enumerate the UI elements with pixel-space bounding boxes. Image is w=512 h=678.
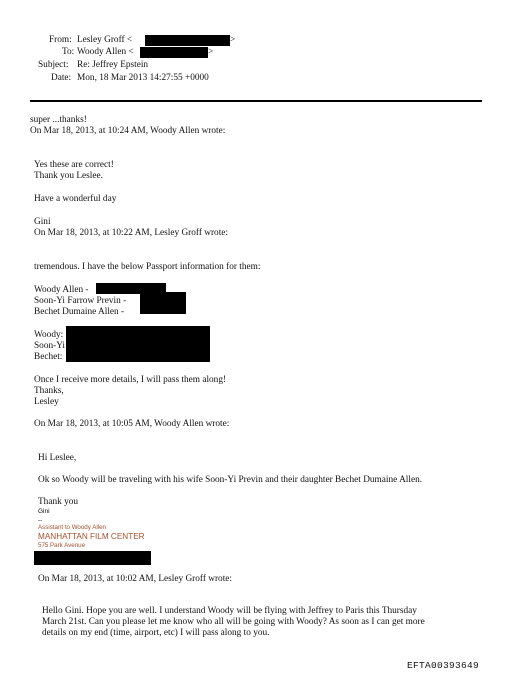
- date-value: Mon, 18 Mar 2013 14:27:55 +0000: [77, 73, 209, 83]
- body-line: Ok so Woody will be traveling with his wife Soon-Yi Previn and their daughter Bechet Dumaine Allen.: [38, 475, 423, 485]
- signature-company: MANHATTAN FILM CENTER: [38, 532, 145, 541]
- signature-title: Assistant to Woody Allen: [38, 524, 106, 531]
- passport-entry: Woody Allen -: [34, 285, 89, 295]
- redaction-block: [140, 47, 208, 58]
- redaction-block: [145, 35, 230, 46]
- body-line: Yes these are correct!: [34, 160, 114, 170]
- body-line: super ...thanks!: [30, 115, 87, 125]
- body-line: Have a wonderful day: [34, 194, 117, 204]
- redaction-block: [34, 551, 151, 565]
- subject-value: Re: Jeffrey Epstein: [77, 60, 149, 70]
- body-line: Thank you Leslee.: [34, 171, 103, 181]
- close-bracket: >: [208, 47, 214, 57]
- close-bracket: >: [230, 35, 236, 45]
- body-line: Thank you: [38, 497, 79, 507]
- passport-entry: Bechet:: [34, 352, 63, 362]
- body-line: Lesley: [34, 397, 59, 407]
- body-line: March 21st. Can you please let me know who all will be going with Woody? As soon as I can get more: [42, 617, 425, 627]
- quote-header: On Mar 18, 2013, at 10:22 AM, Lesley Groff wrote:: [34, 228, 228, 238]
- passport-entry: Soon-Yi Farrow Previn -: [34, 296, 127, 306]
- body-line: Thanks,: [34, 386, 64, 396]
- passport-entry: Soon-Yi: [34, 341, 65, 351]
- quote-header: On Mar 18, 2013, at 10:02 AM, Lesley Groff wrote:: [38, 574, 232, 584]
- to-value: Woody Allen <: [77, 47, 134, 57]
- signature-separator: --: [38, 517, 43, 524]
- from-label: From:: [49, 35, 72, 45]
- date-label: Date:: [51, 73, 72, 83]
- header-divider: [30, 100, 482, 102]
- body-line: Gini: [34, 217, 51, 227]
- passport-entry: Woody:: [34, 330, 64, 340]
- passport-entry: Bechet Dumaine Allen -: [34, 307, 125, 317]
- document-id: EFTA00393649: [407, 660, 480, 671]
- body-line: Hello Gini. Hope you are well. I understand Woody will be flying with Jeffrey to Paris this Thursday: [42, 606, 417, 616]
- body-line: tremendous. I have the below Passport information for them:: [34, 262, 261, 272]
- body-line: Once I receive more details, I will pass them along!: [34, 375, 227, 385]
- redaction-block: [140, 292, 186, 314]
- quote-header: On Mar 18, 2013, at 10:24 AM, Woody Allen wrote:: [30, 126, 226, 136]
- signature-name: Gini: [38, 508, 50, 515]
- subject-label: Subject:: [38, 60, 69, 70]
- quote-header: On Mar 18, 2013, at 10:05 AM, Woody Allen wrote:: [34, 419, 230, 429]
- redaction-block: [66, 326, 210, 362]
- body-line: Hi Leslee,: [38, 453, 77, 463]
- to-label: To:: [62, 47, 75, 57]
- body-line: details on my end (time, airport, etc) I will pass along to you.: [42, 628, 270, 638]
- signature-address: 575 Park Avenue: [38, 542, 86, 549]
- from-value: Lesley Groff <: [77, 35, 133, 45]
